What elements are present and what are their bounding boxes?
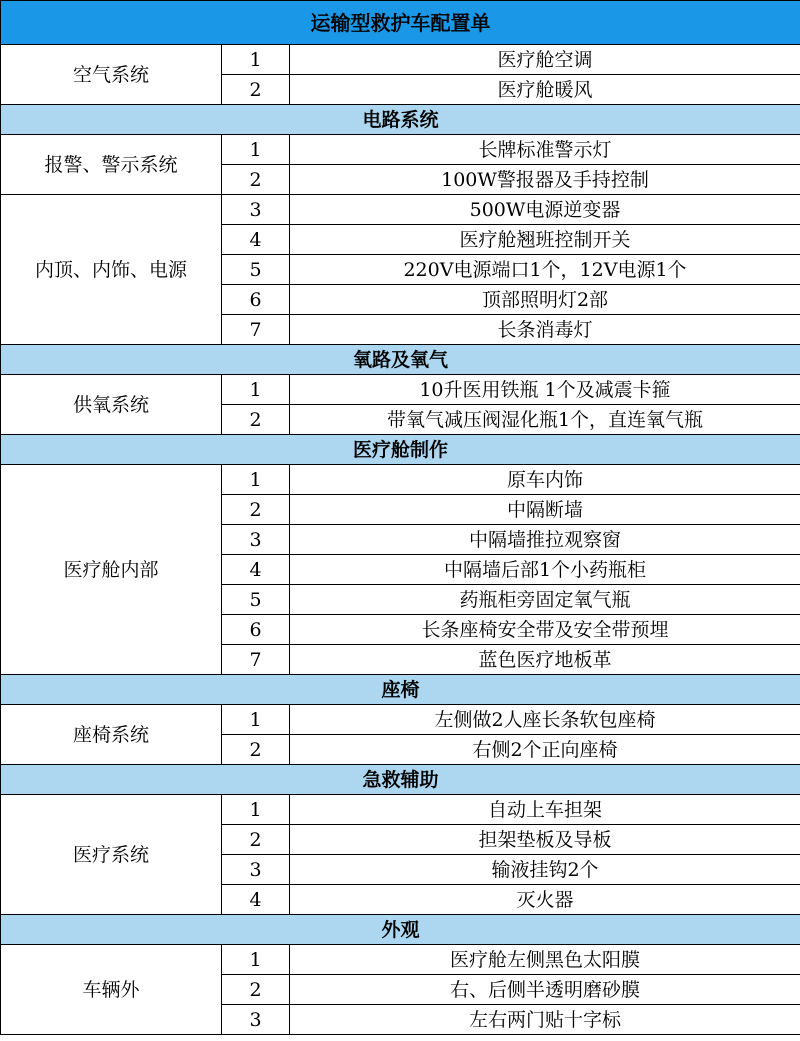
group-name-cell: 报警、警示系统 — [1, 135, 222, 195]
section-heading: 座椅 — [1, 675, 800, 705]
item-description-cell: 输液挂钩2个 — [290, 855, 800, 885]
table-row — [1, 45, 800, 75]
item-description-cell: 带氧气减压阀湿化瓶1个，直连氧气瓶 — [290, 405, 800, 435]
item-description-cell: 右侧2个正向座椅 — [290, 735, 800, 765]
item-description-cell: 500W电源逆变器 — [290, 195, 800, 225]
group-name-cell: 供氧系统 — [1, 375, 222, 435]
item-number-cell: 5 — [222, 255, 290, 285]
item-description-cell: 医疗舱空调 — [290, 45, 800, 75]
item-description-cell: 担架垫板及导板 — [290, 825, 800, 855]
item-description-cell: 医疗舱翘班控制开关 — [290, 225, 800, 255]
item-description-cell: 中隔墙后部1个小药瓶柜 — [290, 555, 800, 585]
group-name-cell: 空气系统 — [1, 45, 222, 105]
item-description-cell: 长牌标准警示灯 — [290, 135, 800, 165]
item-description-cell: 顶部照明灯2部 — [290, 285, 800, 315]
item-number-cell: 2 — [222, 825, 290, 855]
table-row — [1, 795, 800, 825]
section-row — [1, 435, 800, 465]
table-row — [1, 465, 800, 495]
section-heading: 医疗舱制作 — [1, 435, 800, 465]
item-number-cell: 3 — [222, 855, 290, 885]
item-description-cell: 100W警报器及手持控制 — [290, 165, 800, 195]
item-number-cell: 1 — [222, 135, 290, 165]
item-number-cell: 1 — [222, 795, 290, 825]
section-row — [1, 915, 800, 945]
section-row — [1, 675, 800, 705]
item-number-cell: 4 — [222, 555, 290, 585]
item-number-cell: 1 — [222, 705, 290, 735]
group-name-cell: 座椅系统 — [1, 705, 222, 765]
title-row — [1, 1, 800, 45]
item-description-cell: 自动上车担架 — [290, 795, 800, 825]
item-number-cell: 6 — [222, 615, 290, 645]
group-name-cell: 医疗系统 — [1, 795, 222, 915]
section-heading: 电路系统 — [1, 105, 800, 135]
page-title: 运输型救护车配置单 — [1, 1, 800, 45]
item-description-cell: 左侧做2人座长条软包座椅 — [290, 705, 800, 735]
item-number-cell: 5 — [222, 585, 290, 615]
section-heading: 急救辅助 — [1, 765, 800, 795]
item-number-cell: 4 — [222, 885, 290, 915]
item-number-cell: 4 — [222, 225, 290, 255]
section-heading: 氧路及氧气 — [1, 345, 800, 375]
item-description-cell: 蓝色医疗地板革 — [290, 645, 800, 675]
table-row — [1, 705, 800, 735]
section-row — [1, 105, 800, 135]
item-number-cell: 1 — [222, 945, 290, 975]
item-description-cell: 220V电源端口1个，12V电源1个 — [290, 255, 800, 285]
item-description-cell: 左右两门贴十字标 — [290, 1005, 800, 1035]
item-description-cell: 中隔断墙 — [290, 495, 800, 525]
item-description-cell: 药瓶柜旁固定氧气瓶 — [290, 585, 800, 615]
table-row — [1, 195, 800, 225]
item-number-cell: 7 — [222, 315, 290, 345]
item-description-cell: 长条座椅安全带及安全带预埋 — [290, 615, 800, 645]
item-description-cell: 右、后侧半透明磨砂膜 — [290, 975, 800, 1005]
item-description-cell: 10升医用铁瓶 1个及减震卡箍 — [290, 375, 800, 405]
config-table-body — [1, 1, 800, 1035]
item-number-cell: 2 — [222, 735, 290, 765]
section-row — [1, 345, 800, 375]
item-number-cell: 3 — [222, 195, 290, 225]
item-number-cell: 1 — [222, 45, 290, 75]
item-description-cell: 原车内饰 — [290, 465, 800, 495]
section-heading: 外观 — [1, 915, 800, 945]
item-number-cell: 1 — [222, 375, 290, 405]
section-row — [1, 765, 800, 795]
item-number-cell: 6 — [222, 285, 290, 315]
table-row — [1, 945, 800, 975]
item-number-cell: 2 — [222, 975, 290, 1005]
item-number-cell: 2 — [222, 75, 290, 105]
item-number-cell: 2 — [222, 495, 290, 525]
table-row — [1, 135, 800, 165]
item-description-cell: 灭火器 — [290, 885, 800, 915]
group-name-cell: 医疗舱内部 — [1, 465, 222, 675]
item-number-cell: 3 — [222, 525, 290, 555]
item-description-cell: 医疗舱暖风 — [290, 75, 800, 105]
table-row — [1, 375, 800, 405]
item-number-cell: 2 — [222, 165, 290, 195]
item-description-cell: 长条消毒灯 — [290, 315, 800, 345]
item-number-cell: 7 — [222, 645, 290, 675]
group-name-cell: 车辆外 — [1, 945, 222, 1035]
item-number-cell: 3 — [222, 1005, 290, 1035]
item-description-cell: 中隔墙推拉观察窗 — [290, 525, 800, 555]
item-number-cell: 2 — [222, 405, 290, 435]
item-number-cell: 1 — [222, 465, 290, 495]
item-description-cell: 医疗舱左侧黑色太阳膜 — [290, 945, 800, 975]
group-name-cell: 内顶、内饰、电源 — [1, 195, 222, 345]
